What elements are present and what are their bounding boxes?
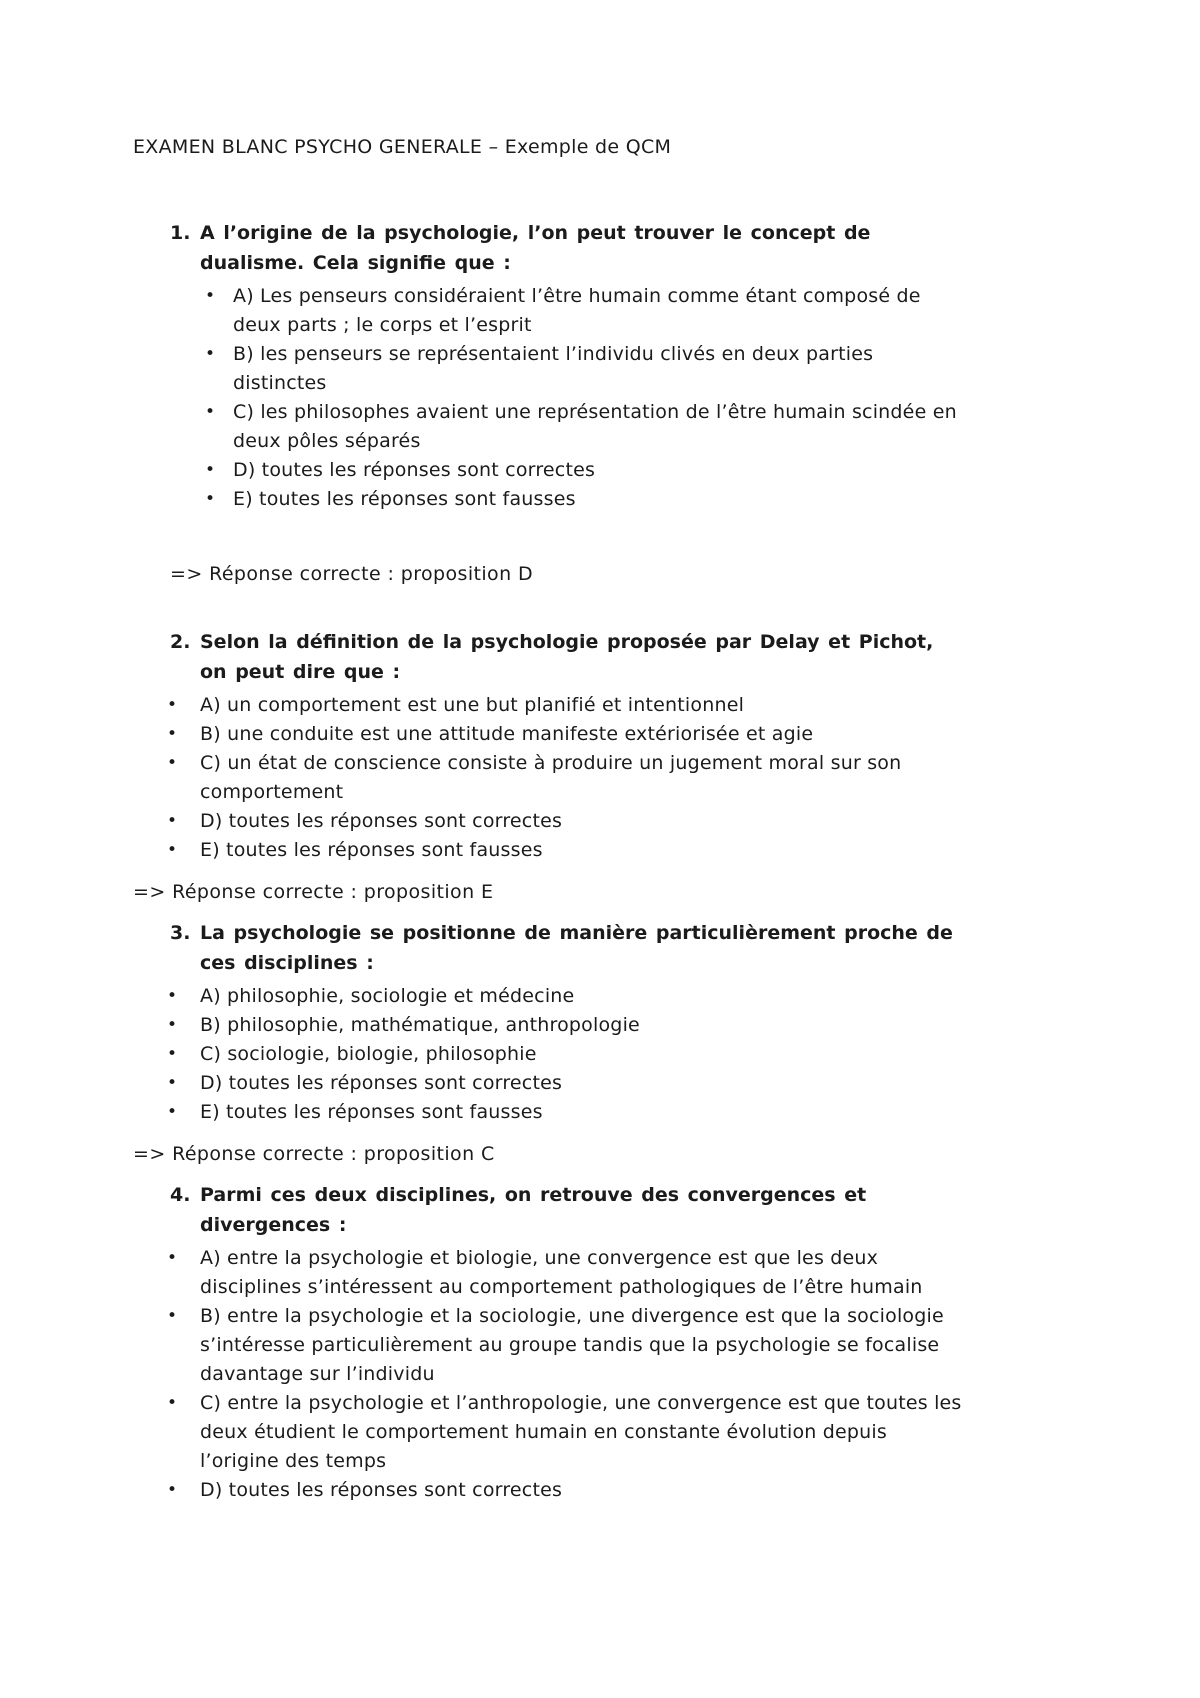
option-item: • A) entre la psychologie et biologie, une convergence est que les deux disciplines s’intéressent au comportement pathologiques de l’être humain (133, 1244, 965, 1302)
option-item: • D) toutes les réponses sont correctes (133, 456, 965, 485)
question-stem (133, 218, 965, 278)
question-text: Selon la définition de la psychologie proposée par Delay et Pichot, on peut dire que : (200, 631, 934, 683)
question-number: 4. (170, 1184, 191, 1206)
option-item: • E) toutes les réponses sont fausses (133, 485, 965, 514)
question-text: La psychologie se positionne de manière particulièrement proche de ces disciplines : (200, 922, 953, 974)
option-item: • E) toutes les réponses sont fausses (133, 1098, 965, 1127)
option-item: • D) toutes les réponses sont correctes (133, 807, 965, 836)
question-number: 2. (170, 631, 191, 653)
options-list (133, 1244, 965, 1505)
options-list (133, 982, 965, 1127)
answer-line: => Réponse correcte : proposition E (133, 881, 494, 903)
option-item: • C) sociologie, biologie, philosophie (133, 1040, 965, 1069)
option-item: • B) entre la psychologie et la sociologie, une divergence est que la sociologie s’intéresse particulièrement au groupe tandis que la psychologie se focalise davantage sur l’individu (133, 1302, 965, 1389)
option-item: • A) Les penseurs considéraient l’être humain comme étant composé de deux parts ; le corps et l’esprit (133, 282, 965, 340)
option-item: • A) un comportement est une but planifié et intentionnel (133, 691, 965, 720)
question-2 (133, 627, 965, 865)
answer-line: => Réponse correcte : proposition D (170, 563, 533, 585)
option-item: • C) un état de conscience consiste à produire un jugement moral sur son comportement (133, 749, 965, 807)
question-4 (133, 1180, 965, 1505)
question-number: 1. (170, 222, 191, 244)
option-item: • C) les philosophes avaient une représentation de l’être humain scindée en deux pôles séparés (133, 398, 965, 456)
question-text: A l’origine de la psychologie, l’on peut trouver le concept de dualisme. Cela signifie que : (200, 222, 871, 274)
document-page (133, 132, 965, 1505)
question-stem (133, 627, 965, 687)
question-stem (133, 918, 965, 978)
question-3 (133, 918, 965, 1127)
question-number: 3. (170, 922, 191, 944)
option-item: • D) toutes les réponses sont correctes (133, 1069, 965, 1098)
option-item: • E) toutes les réponses sont fausses (133, 836, 965, 865)
option-item: • B) les penseurs se représentaient l’individu clivés en deux parties distinctes (133, 340, 965, 398)
option-item: • D) toutes les réponses sont correctes (133, 1476, 965, 1505)
option-item: • A) philosophie, sociologie et médecine (133, 982, 965, 1011)
option-item: • B) une conduite est une attitude manifeste extériorisée et agie (133, 720, 965, 749)
question-1 (133, 218, 965, 514)
question-stem (133, 1180, 965, 1240)
options-list (133, 691, 965, 865)
option-item: • B) philosophie, mathématique, anthropologie (133, 1011, 965, 1040)
options-list (133, 282, 965, 514)
question-text: Parmi ces deux disciplines, on retrouve des convergences et divergences : (200, 1184, 867, 1236)
answer-line: => Réponse correcte : proposition C (133, 1143, 495, 1165)
option-item: • C) entre la psychologie et l’anthropologie, une convergence est que toutes les deux étudient le comportement humain en constante évolution depuis l’origine des temps (133, 1389, 965, 1476)
page-title: EXAMEN BLANC PSYCHO GENERALE – Exemple de QCM (133, 136, 672, 158)
